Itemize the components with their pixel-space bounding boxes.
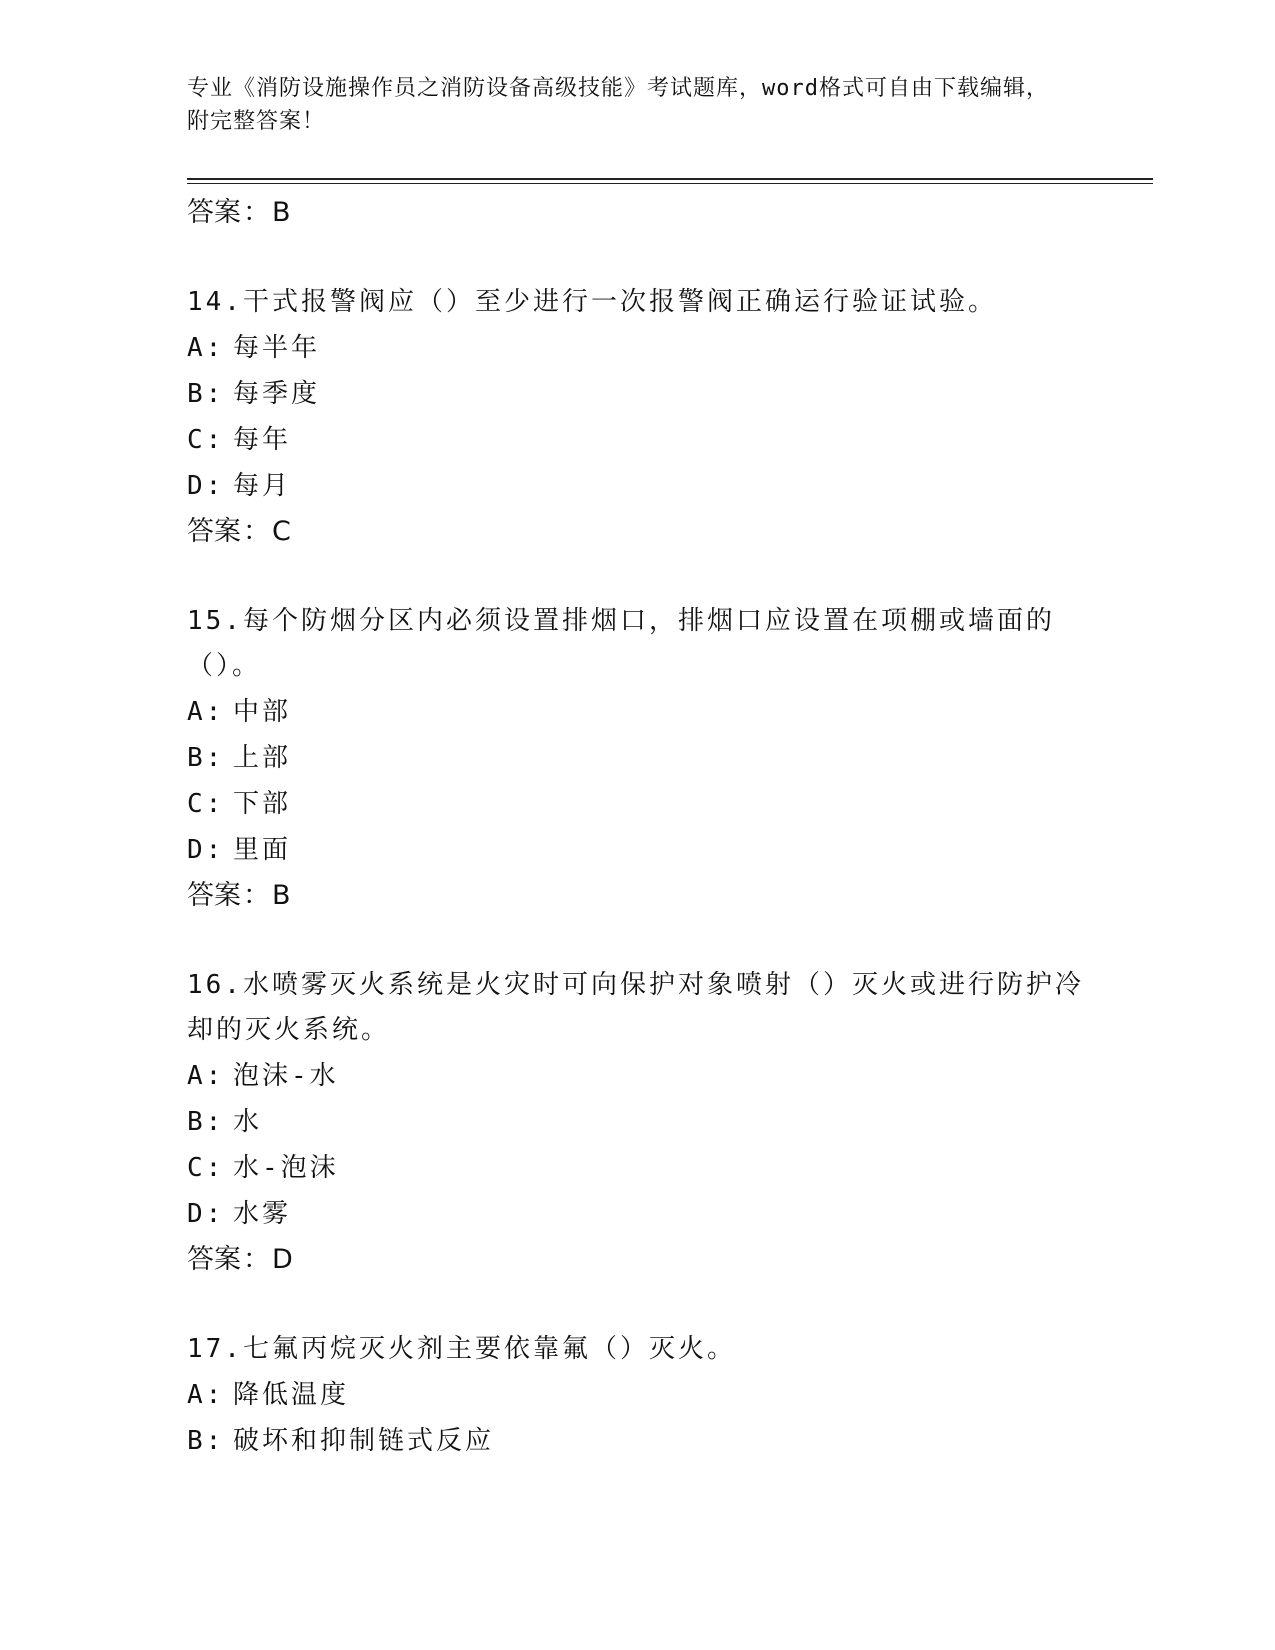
- option-text: 水: [233, 1107, 263, 1137]
- question-block: [187, 1327, 1087, 1464]
- option-d: [187, 827, 1087, 873]
- header-divider-thin: [187, 183, 1153, 184]
- question-list: [187, 190, 1087, 1508]
- option-c: [187, 417, 1087, 463]
- option-key: C:: [187, 789, 225, 819]
- header-divider-thick: [187, 178, 1153, 180]
- option-a: [187, 689, 1087, 735]
- option-key: A:: [187, 1061, 225, 1091]
- answer-line: [187, 1237, 1087, 1283]
- option-key: C:: [187, 1153, 225, 1183]
- option-text: 破坏和抑制链式反应: [233, 1426, 495, 1456]
- option-text: 每半年: [233, 333, 321, 363]
- option-b: [187, 1099, 1087, 1145]
- option-key: D:: [187, 835, 225, 865]
- option-d: [187, 463, 1087, 509]
- option-text: 水-泡沫: [233, 1153, 339, 1183]
- option-c: [187, 781, 1087, 827]
- answer-line: [187, 190, 1087, 236]
- option-text: 下部: [233, 789, 292, 819]
- option-b: [187, 735, 1087, 781]
- option-a: [187, 1053, 1087, 1099]
- option-key: A:: [187, 333, 225, 363]
- option-key: C:: [187, 425, 225, 455]
- option-key: A:: [187, 697, 225, 727]
- option-key: A:: [187, 1380, 225, 1410]
- answer-separator: ：: [243, 516, 270, 547]
- option-text: 每季度: [233, 379, 321, 409]
- option-text: 每年: [233, 425, 292, 455]
- option-key: B:: [187, 379, 225, 409]
- option-text: 每月: [233, 471, 292, 501]
- option-text: 上部: [233, 743, 292, 773]
- question-block: [187, 599, 1087, 919]
- answer-line: [187, 509, 1087, 555]
- answer-prefix: 答案: [187, 880, 241, 911]
- answer-separator: ：: [243, 880, 270, 911]
- option-text: 泡沫-水: [233, 1061, 339, 1091]
- question-stem: 14.干式报警阀应（）至少进行一次报警阀正确运行验证试验。: [187, 287, 997, 317]
- answer-separator: ：: [243, 197, 270, 228]
- option-a: [187, 1372, 1087, 1418]
- answer-value: C: [272, 516, 291, 547]
- answer-prefix: 答案: [187, 516, 241, 547]
- question-block: [187, 963, 1087, 1283]
- option-key: B:: [187, 1426, 225, 1456]
- answer-prefix: 答案: [187, 1244, 241, 1275]
- answer-value: B: [272, 197, 291, 228]
- option-text: 中部: [233, 697, 292, 727]
- question-stem: 16.水喷雾灭火系统是火灾时可向保护对象喷射（）灭火或进行防护冷却的灭火系统。: [187, 970, 1084, 1045]
- question-stem: 15.每个防烟分区内必须设置排烟口，排烟口应设置在项棚或墙面的（）。: [187, 606, 1055, 681]
- option-text: 水雾: [233, 1199, 292, 1229]
- option-text: 降低温度: [233, 1380, 350, 1410]
- answer-value: B: [272, 880, 291, 911]
- option-b: [187, 371, 1087, 417]
- question-stem: 17.七氟丙烷灭火剂主要依靠氟（）灭火。: [187, 1334, 736, 1364]
- answer-line: [187, 873, 1087, 919]
- option-text: 里面: [233, 835, 292, 865]
- option-key: B:: [187, 1107, 225, 1137]
- option-key: D:: [187, 1199, 225, 1229]
- document-header: 专业《消防设施操作员之消防设备高级技能》考试题库，word格式可自由下载编辑，附完整答案！: [187, 76, 1049, 134]
- answer-value: D: [272, 1244, 293, 1275]
- option-key: D:: [187, 471, 225, 501]
- option-b: [187, 1418, 1087, 1464]
- option-a: [187, 325, 1087, 371]
- option-key: B:: [187, 743, 225, 773]
- answer-prefix: 答案: [187, 197, 241, 228]
- question-block: [187, 280, 1087, 555]
- option-d: [187, 1191, 1087, 1237]
- option-c: [187, 1145, 1087, 1191]
- answer-separator: ：: [243, 1244, 270, 1275]
